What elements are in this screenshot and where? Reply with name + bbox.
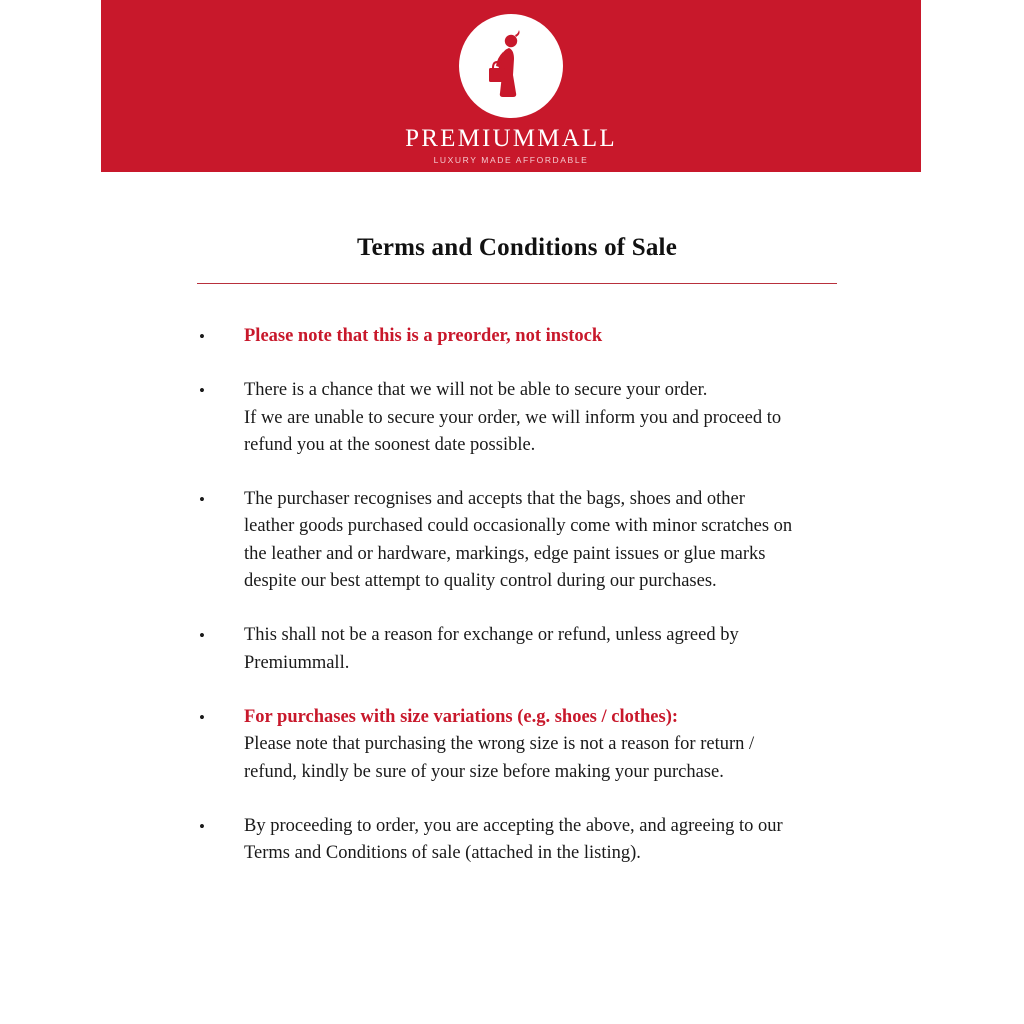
page-title: Terms and Conditions of Sale	[356, 234, 678, 261]
title-divider	[197, 283, 837, 284]
list-item	[197, 486, 837, 595]
bullet-marker-icon: •	[199, 707, 205, 727]
list-item-line: The purchaser recognises and accepts that the bags, shoes and other	[244, 489, 745, 510]
list-item-line: This shall not be a reason for exchange or refund, unless agreed by	[244, 625, 739, 646]
list-item-line: If we are unable to secure your order, we will inform you and proceed to	[244, 407, 782, 428]
list-item-line: refund you at the soonest date possible.	[244, 434, 536, 455]
bullet-marker-icon: •	[199, 626, 205, 646]
brand-logo	[101, 14, 921, 165]
list-item-line: By proceeding to order, you are accepting the above, and agreeing to our	[244, 815, 783, 836]
terms-bullet-list	[197, 323, 837, 867]
bullet-marker-icon: •	[199, 381, 205, 401]
bullet-marker-icon: •	[199, 816, 205, 836]
list-item-line: refund, kindly be sure of your size before making your purchase.	[244, 761, 724, 782]
list-item-line: Premiummall.	[244, 652, 350, 673]
terms-document	[197, 234, 837, 867]
list-item	[197, 377, 837, 459]
list-item-line: There is a chance that we will not be able to secure your order.	[244, 380, 708, 401]
list-item	[197, 323, 837, 350]
list-item-line: leather goods purchased could occasionally come with minor scratches on	[244, 516, 793, 537]
brand-header-banner	[101, 0, 921, 172]
list-item-line: For purchases with size variations (e.g. shoes / clothes):	[244, 706, 679, 727]
list-item	[197, 704, 837, 786]
list-item-line: despite our best attempt to quality control during our purchases.	[244, 571, 717, 592]
list-item-line: the leather and or hardware, markings, edge paint issues or glue marks	[244, 543, 766, 564]
brand-tagline: LUXURY MADE AFFORDABLE	[433, 155, 589, 165]
list-item-line: Please note that this is a preorder, not instock	[244, 326, 603, 346]
bullet-marker-icon: •	[199, 490, 205, 510]
woman-with-handbag-icon	[459, 14, 563, 118]
list-item-line: Terms and Conditions of sale (attached in the listing).	[244, 843, 641, 864]
list-item-line: Please note that purchasing the wrong size is not a reason for return /	[244, 734, 755, 755]
list-item	[197, 813, 837, 868]
list-item	[197, 622, 837, 677]
brand-name: PREMIUMMALL	[405, 125, 617, 152]
bullet-marker-icon: •	[199, 327, 205, 346]
